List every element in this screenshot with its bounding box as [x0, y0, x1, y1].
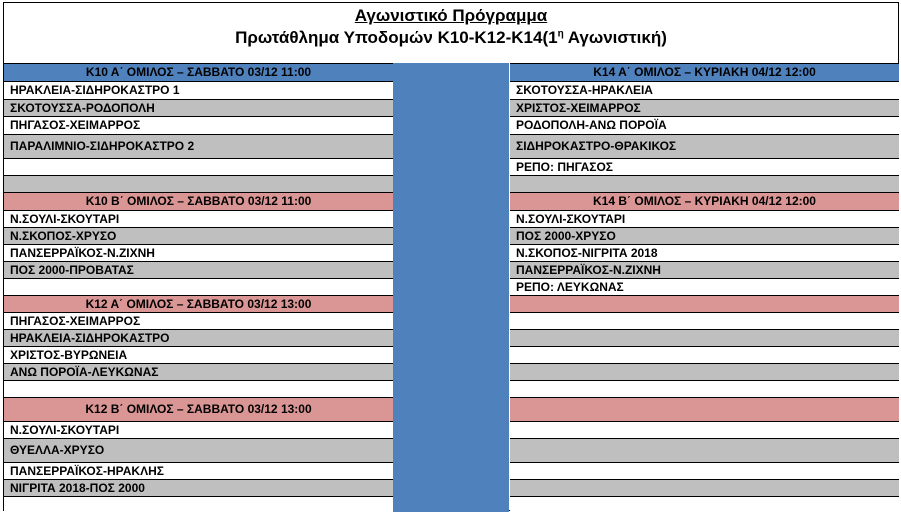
match-row: Ν.ΣΟΥΛΙ-ΣΚΟΥΤΑΡΙ [4, 421, 393, 438]
match-row: ΠΟΣ 2000-ΠΡΟΒΑΤΑΣ [4, 261, 393, 278]
match-row: ΠΑΝΣΕΡΡΑΪΚΟΣ-ΗΡΑΚΛΗΣ [4, 462, 393, 479]
match-row: Ν.ΣΟΥΛΙ-ΣΚΟΥΤΑΡΙ [4, 210, 393, 227]
match-row [510, 421, 899, 438]
match-row: ΡΕΠΟ: ΠΗΓΑΣΟΣ [510, 158, 899, 175]
group-header: Κ10 Β΄ ΟΜΙΛΟΣ – ΣΑΒΒΑΤΟ 03/12 11:00 [4, 192, 393, 210]
match-row: ΘΥΕΛΛΑ-ΧΡΥΣΟ [4, 438, 393, 462]
match-row: ΣΚΟΤΟΥΣΣΑ-ΡΟΔΟΠΟΛΗ [4, 99, 393, 116]
match-row [510, 312, 899, 329]
match-row [510, 175, 899, 192]
match-row [510, 479, 899, 496]
match-row: ΧΡΙΣΤΟΣ-ΒΥΡΩΝΕΙΑ [4, 346, 393, 363]
right-column [510, 63, 899, 514]
match-row: ΗΡΑΚΛΕΙΑ-ΣΙΔΗΡΟΚΑΣΤΡΟ [4, 329, 393, 346]
group-header: Κ14 Α΄ ΟΜΙΛΟΣ – ΚΥΡΙΑΚΗ 04/12 12:00 [510, 63, 899, 81]
match-row: Ν.ΣΟΥΛΙ-ΣΚΟΥΤΑΡΙ [510, 210, 899, 227]
match-row: ΝΙΓΡΙΤΑ 2018-ΠΟΣ 2000 [4, 479, 393, 496]
subtitle-end: Αγωνιστική) [563, 28, 667, 47]
subtitle-text: Πρωτάθλημα Υποδομών Κ10-Κ12-Κ14(1 [235, 28, 558, 47]
subtitle-superscript: η [557, 28, 564, 40]
match-row: ΣΙΔΗΡΟΚΑΣΤΡΟ-ΘΡΑΚΙΚΟΣ [510, 134, 899, 158]
match-row [510, 462, 899, 479]
group-header [510, 397, 899, 421]
match-row [4, 278, 393, 295]
match-row: Ν.ΣΚΟΠΟΣ-ΝΙΓΡΙΤΑ 2018 [510, 244, 899, 261]
match-row: ΠΑΝΣΕΡΡΑΪΚΟΣ-Ν.ΖΙΧΝΗ [4, 244, 393, 261]
match-row [4, 380, 393, 397]
match-row [510, 496, 899, 514]
group-header: Κ10 Α΄ ΟΜΙΛΟΣ – ΣΑΒΒΑΤΟ 03/12 11:00 [4, 63, 393, 81]
match-row [510, 346, 899, 363]
page-title: Αγωνιστικό Πρόγραμμα [354, 6, 548, 25]
schedule-sheet [3, 2, 899, 511]
match-row [510, 329, 899, 346]
group-header: Κ12 Β΄ ΟΜΙΛΟΣ – ΣΑΒΒΑΤΟ 03/12 13:00 [4, 397, 393, 421]
group-header: Κ14 Β΄ ΟΜΙΛΟΣ – ΚΥΡΙΑΚΗ 04/12 12:00 [510, 192, 899, 210]
group-header: Κ12 Α΄ ΟΜΙΛΟΣ – ΣΑΒΒΑΤΟ 03/12 13:00 [4, 295, 393, 312]
column-divider [393, 63, 509, 512]
match-row [4, 496, 393, 514]
match-row [510, 380, 899, 397]
match-row [510, 363, 899, 380]
match-row [4, 158, 393, 175]
match-row [510, 438, 899, 462]
match-row: ΣΚΟΤΟΥΣΣΑ-ΗΡΑΚΛΕΙΑ [510, 81, 899, 99]
left-column [4, 63, 393, 514]
match-row: Ν.ΣΚΟΠΟΣ-ΧΡΥΣΟ [4, 227, 393, 244]
match-row: ΗΡΑΚΛΕΙΑ-ΣΙΔΗΡΟΚΑΣΤΡΟ 1 [4, 81, 393, 99]
group-header [510, 295, 899, 312]
match-row: ΧΡΙΣΤΟΣ-ΧΕΙΜΑΡΡΟΣ [510, 99, 899, 116]
match-row: ΠΑΝΣΕΡΡΑΪΚΟΣ-Ν.ΖΙΧΝΗ [510, 261, 899, 278]
match-row: ΠΗΓΑΣΟΣ-ΧΕΙΜΑΡΡΟΣ [4, 312, 393, 329]
match-row [4, 175, 393, 192]
match-row: ΑΝΩ ΠΟΡΟΪΑ-ΛΕΥΚΩΝΑΣ [4, 363, 393, 380]
page-subtitle [4, 28, 898, 48]
match-row: ΡΟΔΟΠΟΛΗ-ΑΝΩ ΠΟΡΟΪΑ [510, 116, 899, 134]
match-row: ΡΕΠΟ: ΛΕΥΚΩΝΑΣ [510, 278, 899, 295]
match-row: ΠΗΓΑΣΟΣ-ΧΕΙΜΑΡΡΟΣ [4, 116, 393, 134]
match-row: ΠΑΡΑΛΙΜΝΙΟ-ΣΙΔΗΡΟΚΑΣΤΡΟ 2 [4, 134, 393, 158]
match-row: ΠΟΣ 2000-ΧΡΥΣΟ [510, 227, 899, 244]
